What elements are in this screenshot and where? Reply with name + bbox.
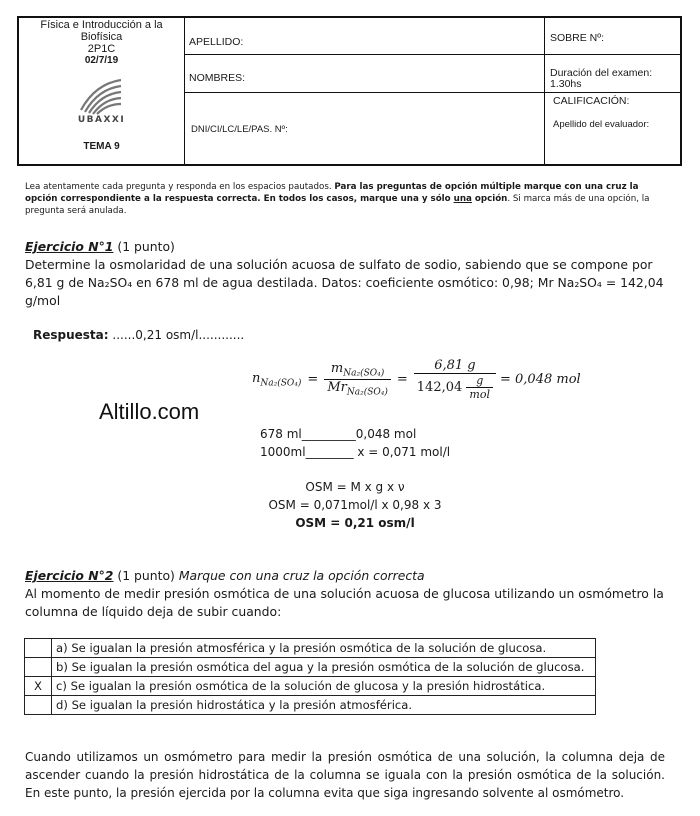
duracion-label: Duración del examen: [550,67,653,79]
evaluador-field[interactable]: Apellido del evaluador: [553,119,650,130]
option-c-checkbox[interactable]: X [25,677,52,696]
eq-unit-frac: $\frac{g}{\text{mol}}$ [466,374,493,401]
osm-line1: OSM = M x g x ν [305,480,405,494]
header-course-cell [19,18,185,164]
option-b-text: b) Se igualan la presión osmótica del agua y la presión osmótica de la solución de glucosa. [52,658,596,677]
exam-code: 2P1C [87,43,116,55]
ex1-answer-label: Respuesta: [33,328,109,342]
rule-line1: 678 ml_________0,048 mol [260,427,417,441]
eq-frac-mass-over-mr: $\frac{m_{Na_2(SO_4)}}{Mr_{Na_2(SO_4)}}$ [324,361,391,397]
calificacion-field[interactable]: CALIFICACIÓN: [553,95,630,107]
altillo-watermark: Altillo.com [99,399,200,424]
option-b-checkbox[interactable] [25,658,52,677]
instructions-part1: Lea atentamente cada pregunta y responda en los espacios pautados. [25,182,335,192]
exercise-2 [25,567,670,621]
header-admin-cell [544,18,680,164]
tema-label: TEMA 9 [83,141,120,152]
course-title-line2: Biofísica [80,31,123,43]
eq-frac-values: 6,81 g 142,04 $\frac{g}{\text{mol}}$ [414,358,496,401]
ex2-statement: Al momento de medir presión osmótica de una solución acuosa de glucosa utilizando un osmómetro la columna de líquido deja de subir cuando: [25,586,664,619]
option-row-a [25,639,596,658]
ex1-answer-value: ......0,21 osm/l............ [108,328,245,342]
option-c-text: c) Se igualan la presión osmótica de la solución de glucosa y la presión hidrostática. [52,677,596,696]
dni-field[interactable]: DNI/CI/LC/LE/PAS. Nº: [191,124,288,135]
option-a-checkbox[interactable] [25,639,52,658]
option-d-text: d) Se igualan la presión hidrostática y la presión atmosférica. [52,696,596,715]
apellido-field[interactable]: APELLIDO: [189,36,244,48]
ex2-explanation: Cuando utilizamos un osmómetro para medir la presión osmótica de una solución, la columna deja de ascender cuando la presión hidrostática de la columna se iguala con la presión osmótica de la solución. En este punto, la presión ejercida por la columna evita que siga ingresando solvente al osmómetro. [25,750,665,800]
instructions-bold1: Para las preguntas de opción múltiple marque con una cruz la opción correspondiente a la respuesta correcta. En todos los casos, marque una y sólo [25,182,639,204]
option-a-text: a) Se igualan la presión atmosférica y la presión osmótica de la solución de glucosa. [52,639,596,658]
exercise-1 [25,238,665,310]
osm-line3: OSM = 0,21 osm/l [295,516,415,530]
nombres-field[interactable]: NOMBRES: [189,72,246,84]
rule-line2: 1000ml________ x = 0,071 mol/l [260,445,451,459]
ex1-answer [33,326,244,344]
ex2-instruction: Marque con una cruz la opción correcta [178,568,425,583]
exam-date: 02/7/19 [84,55,119,66]
instructions-bold2: opción [471,194,508,204]
osm-line2: OSM = 0,071mol/l x 0,98 x 3 [268,498,442,512]
ex2-points: (1 punto) [113,568,179,583]
ex1-statement: Determine la osmolaridad de una solución acuosa de sulfato de sodio, sabiendo que se compone por 6,81 g de Na₂SO₄ en 678 ml de agua destilada. Datos: coeficiente osmótico: 0,98; Mr Na₂SO₄ = 142,04 g/mol [25,257,664,308]
ex2-options-table [24,638,596,715]
option-row-c [25,677,596,696]
instructions-part2: . Si marca más de una opción, la pregunta será anulada. [25,194,650,216]
duracion-value: 1.30hs [550,78,582,90]
sobre-field[interactable]: SOBRE Nº: [550,32,605,44]
course-title-line1: Física e Introducción a la [40,19,163,31]
instructions [25,181,670,217]
ex1-rule-of-three [260,425,450,461]
option-d-checkbox[interactable] [25,696,52,715]
ubaxxi-logo-icon [75,76,125,116]
ex1-equation: $n_{Na_2(SO_4)}$ = $\frac{m_{Na_2(SO_4)}}{Mr_{Na_2(SO_4)}}$ = 6,81 g 142,04 $\frac{g}{\text{mol}}$ = 0,048 mol [252,358,581,401]
eq-lhs: $n_{Na_2(SO_4)}$ [252,370,302,389]
option-row-b [25,658,596,677]
eq-result: = 0,048 mol [500,372,581,387]
ex2-title: Ejercicio N°2 [25,568,114,583]
header-student-cell [184,18,545,164]
ex1-title: Ejercicio N°1 [25,239,114,254]
ex1-points: (1 punto) [113,239,175,254]
ex1-osm-calc [240,478,470,532]
exam-header [17,16,682,166]
option-row-d [25,696,596,715]
instructions-underlined: una [453,194,472,204]
ubaxxi-logo-text: UBAXXI [77,115,126,125]
